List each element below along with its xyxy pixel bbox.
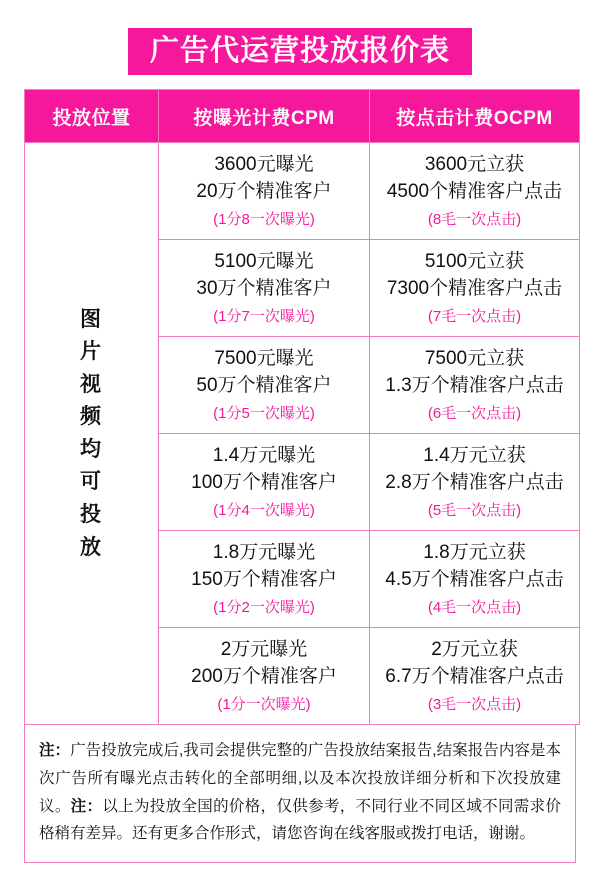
ocpm-note: (7毛一次点击) xyxy=(427,307,522,325)
cpm-note: (1分4一次曝光) xyxy=(213,501,315,519)
ocpm-note: (6毛一次点击) xyxy=(427,404,522,422)
cpm-cell xyxy=(159,143,370,240)
position-char: 放 xyxy=(80,535,103,559)
position-char: 片 xyxy=(80,340,103,364)
ocpm-cell xyxy=(370,337,580,434)
cpm-note: (1分7一次曝光) xyxy=(213,307,315,325)
cpm-line2: 200万个精准客户 xyxy=(191,666,337,688)
header-cpm: 按曝光计费CPM xyxy=(159,90,370,143)
header-position: 投放位置 xyxy=(25,90,159,143)
cpm-line1: 1.8万元曝光 xyxy=(212,541,316,563)
header-ocpm: 按点击计费OCPM xyxy=(370,90,580,143)
cpm-note: (1分5一次曝光) xyxy=(213,404,315,422)
ocpm-line2: 1.3万个精准客户点击 xyxy=(385,375,564,397)
ocpm-cell xyxy=(370,531,580,628)
cpm-line2: 30万个精准客户 xyxy=(196,278,332,300)
ocpm-line2: 7300个精准客户点击 xyxy=(386,278,563,300)
position-char: 均 xyxy=(80,437,103,461)
position-char: 图 xyxy=(80,307,103,331)
position-char: 视 xyxy=(80,372,103,396)
footer-text-1: 广告投放完成后,我司会提供完整的广告投放结案报告,结案报告内容是本次广告所有曝光点击转化的全部明细,以及本次投放详细分析和下次投放建议。 xyxy=(39,742,561,815)
pricing-table xyxy=(24,89,580,725)
cpm-cell xyxy=(159,628,370,725)
ocpm-line1: 2万元立获 xyxy=(431,638,518,660)
table-row xyxy=(25,143,580,240)
page-title: 广告代运营投放报价表 xyxy=(128,28,472,75)
cpm-cell xyxy=(159,531,370,628)
ocpm-line2: 4500个精准客户点击 xyxy=(386,181,563,203)
footer-text-2: 以上为投放全国的价格，仅供参考，不同行业不同区域不同需求价格稍有差异。还有更多合作形式，请您咨询在线客服或拨打电话，谢谢。 xyxy=(39,797,561,843)
cpm-line2: 100万个精准客户 xyxy=(191,472,337,494)
title-container xyxy=(24,28,576,75)
ocpm-cell xyxy=(370,628,580,725)
position-char: 频 xyxy=(80,405,103,429)
cpm-line1: 1.4万元曝光 xyxy=(212,444,316,466)
ocpm-line1: 5100元立获 xyxy=(424,250,525,272)
ocpm-line1: 1.8万元立获 xyxy=(423,541,526,563)
ocpm-cell xyxy=(370,434,580,531)
ocpm-line1: 7500元立获 xyxy=(424,347,525,369)
cpm-cell xyxy=(159,240,370,337)
cpm-line1: 7500元曝光 xyxy=(214,347,314,369)
ocpm-note: (8毛一次点击) xyxy=(427,210,522,228)
ocpm-note: (4毛一次点击) xyxy=(427,598,522,616)
cpm-line2: 50万个精准客户 xyxy=(196,375,332,397)
table-header-row xyxy=(25,90,580,143)
cpm-cell xyxy=(159,337,370,434)
cpm-note: (1分2一次曝光) xyxy=(213,598,315,616)
footer-note xyxy=(24,725,576,862)
position-char: 投 xyxy=(80,503,103,527)
cpm-line1: 3600元曝光 xyxy=(214,153,314,175)
ocpm-line2: 6.7万个精准客户点击 xyxy=(385,666,564,688)
footer-label-2: 注： xyxy=(70,797,103,815)
position-char: 可 xyxy=(80,470,103,494)
ocpm-line2: 2.8万个精准客户点击 xyxy=(385,472,564,494)
cpm-note: (1分一次曝光) xyxy=(217,695,311,713)
position-label-cell xyxy=(25,143,159,725)
ocpm-cell xyxy=(370,143,580,240)
ocpm-cell xyxy=(370,240,580,337)
ocpm-line2: 4.5万个精准客户点击 xyxy=(385,569,564,591)
ocpm-note: (5毛一次点击) xyxy=(427,501,522,519)
ocpm-line1: 1.4万元立获 xyxy=(423,444,526,466)
table-header xyxy=(25,90,580,143)
footer-label-1: 注： xyxy=(39,742,71,760)
table-body xyxy=(25,143,580,725)
cpm-cell xyxy=(159,434,370,531)
cpm-line2: 150万个精准客户 xyxy=(191,569,337,591)
ocpm-line1: 3600元立获 xyxy=(424,153,525,175)
cpm-line1: 2万元曝光 xyxy=(220,638,308,660)
cpm-note: (1分8一次曝光) xyxy=(213,210,315,228)
cpm-line2: 20万个精准客户 xyxy=(196,181,332,203)
cpm-line1: 5100元曝光 xyxy=(214,250,314,272)
ocpm-note: (3毛一次点击) xyxy=(427,695,522,713)
